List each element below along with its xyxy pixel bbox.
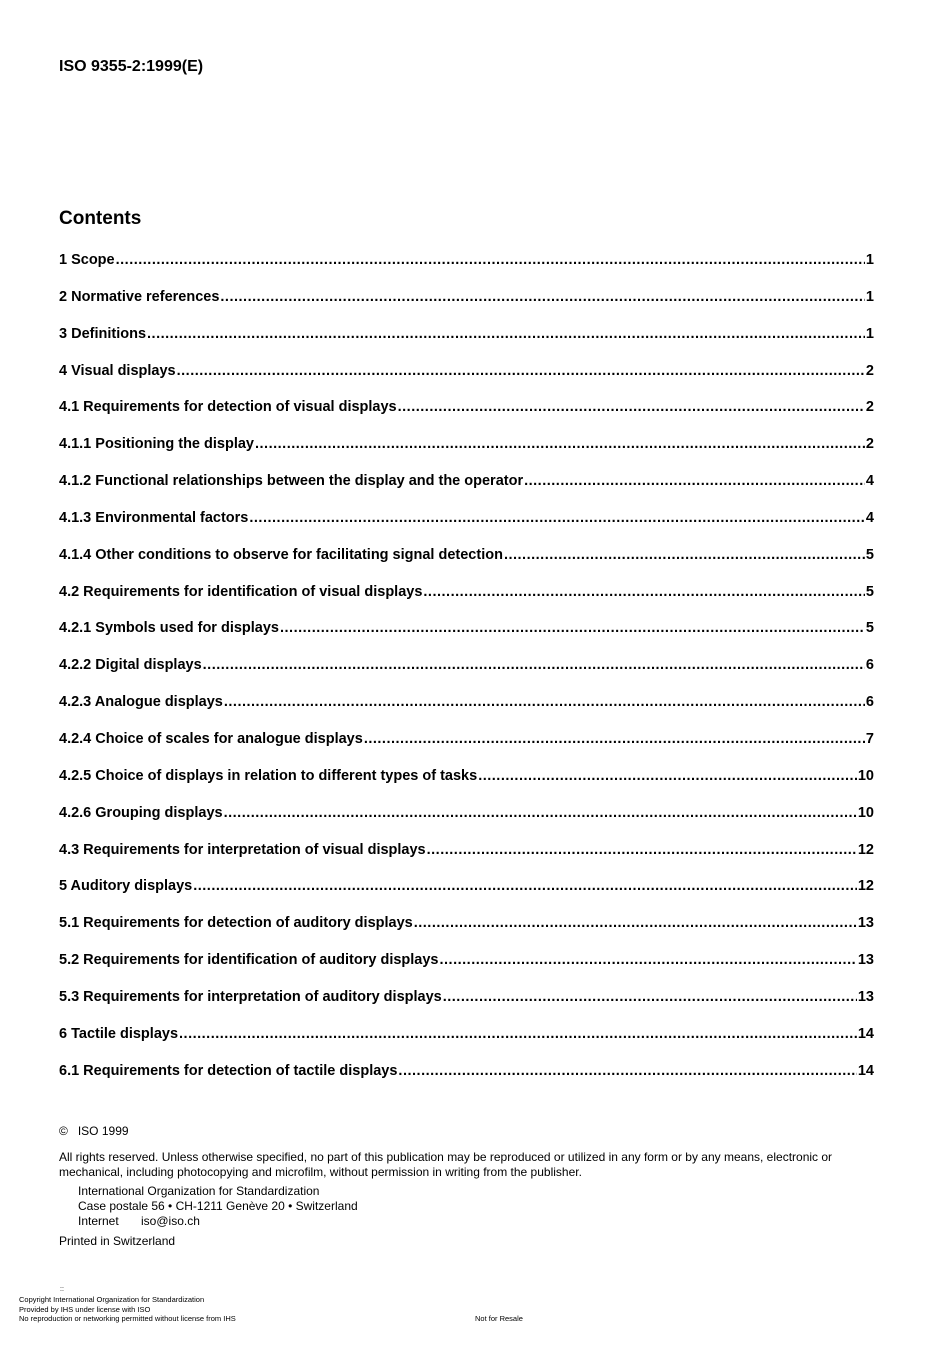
internet-line: [78, 1214, 874, 1229]
toc-entry-page: 5: [865, 546, 874, 563]
toc-entry-title: 4.2 Requirements for identification of visual displays: [59, 583, 423, 600]
toc-entry-title: 5.1 Requirements for detection of auditory displays: [59, 915, 413, 932]
toc-entry-title: 4 Visual displays: [59, 362, 176, 379]
toc-entry-title: 1 Scope: [59, 252, 115, 268]
toc-entry-page: 2: [865, 399, 874, 416]
toc-entry-page: 14: [857, 1025, 874, 1042]
toc-dot-leader: [364, 731, 865, 747]
toc-entry-title: 4.2.2 Digital displays: [59, 657, 202, 674]
toc-entry-page: 4: [865, 509, 874, 526]
toc-dot-leader: [220, 289, 865, 305]
toc-dot-leader: [179, 1026, 857, 1042]
toc-entry-title: 4.1.2 Functional relationships between the display and the operator: [59, 473, 524, 490]
toc-dot-leader: [249, 510, 865, 526]
toc-entry[interactable]: [59, 989, 874, 1026]
toc-entry[interactable]: [59, 252, 874, 289]
toc-dot-leader: [398, 1063, 856, 1079]
toc-entry[interactable]: [59, 289, 874, 326]
toc-entry-page: 12: [857, 878, 874, 895]
toc-entry-page: 4: [865, 473, 874, 490]
toc-entry-title: 4.2.6 Grouping displays: [59, 804, 223, 821]
toc-entry-page: 13: [857, 988, 874, 1005]
not-for-resale: Not for Resale: [475, 1314, 523, 1323]
toc-entry-title: 5.2 Requirements for identification of auditory displays: [59, 952, 439, 969]
toc-dot-leader: [116, 252, 865, 268]
toc-entry[interactable]: [59, 915, 874, 952]
toc-entry-page: 12: [857, 841, 874, 858]
toc-entry-page: 2: [865, 362, 874, 379]
toc-entry-title: 4.2.3 Analogue displays: [59, 694, 223, 711]
toc-entry[interactable]: [59, 436, 874, 473]
toc-entry[interactable]: [59, 731, 874, 768]
toc-dot-leader: [255, 436, 865, 452]
toc-dot-leader: [524, 473, 865, 489]
toc-entry[interactable]: [59, 657, 874, 694]
toc-entry-page: 13: [857, 915, 874, 932]
footer-provider-line: Provided by IHS under license with ISO: [19, 1304, 151, 1314]
toc-entry-title: 6 Tactile displays: [59, 1025, 179, 1042]
internet-label: Internet: [78, 1214, 119, 1228]
footer-copyright-line: Copyright International Organization for Standardization: [19, 1295, 205, 1304]
toc-entry[interactable]: [59, 510, 874, 547]
toc-entry[interactable]: [59, 399, 874, 436]
toc-dot-leader: [203, 657, 865, 673]
toc-entry-title: 4.3 Requirements for interpretation of visual displays: [59, 841, 426, 858]
copyright-line: [59, 1124, 874, 1139]
footer-license-line: No reproduction or networking permitted without license from IHS: [19, 1314, 236, 1323]
toc-entry[interactable]: [59, 1026, 874, 1063]
toc-entry[interactable]: [59, 473, 874, 510]
scan-mark: ::: [60, 1286, 64, 1293]
toc-entry-title: 4.2.1 Symbols used for displays: [59, 620, 279, 637]
toc-entry-page: 2: [865, 436, 874, 453]
toc-entry[interactable]: [59, 842, 874, 879]
table-of-contents: [59, 252, 874, 1099]
printed-location: Printed in Switzerland: [59, 1234, 176, 1248]
toc-dot-leader: [147, 326, 865, 342]
toc-dot-leader: [398, 399, 865, 415]
toc-entry-title: 4.1.4 Other conditions to observe for facilitating signal detection: [59, 546, 503, 563]
toc-entry-page: 14: [857, 1062, 874, 1079]
postal-address: Case postale 56 • CH-1211 Genève 20 • Switzerland: [78, 1199, 358, 1213]
toc-dot-leader: [443, 989, 857, 1005]
toc-entry-page: 13: [857, 952, 874, 969]
toc-dot-leader: [224, 805, 857, 821]
toc-dot-leader: [427, 842, 857, 858]
organization-address: [78, 1184, 874, 1229]
toc-entry[interactable]: [59, 620, 874, 657]
toc-entry-title: 4.1.1 Positioning the display: [59, 436, 254, 453]
toc-entry[interactable]: [59, 768, 874, 805]
toc-entry-page: 10: [857, 804, 874, 821]
copyright-year: ISO 1999: [77, 1124, 129, 1138]
toc-entry-page: 1: [865, 325, 874, 342]
toc-entry-page: 1: [865, 288, 874, 305]
toc-entry[interactable]: [59, 1063, 874, 1100]
toc-entry-title: 3 Definitions: [59, 325, 147, 342]
toc-entry-page: 5: [865, 620, 874, 637]
toc-entry[interactable]: [59, 363, 874, 400]
organization-name: International Organization for Standardization: [78, 1184, 320, 1198]
toc-entry[interactable]: [59, 584, 874, 621]
license-footer: [19, 1295, 236, 1324]
toc-entry-page: 6: [865, 694, 874, 711]
copyright-block: [59, 1124, 874, 1249]
toc-entry-title: 6.1 Requirements for detection of tactile displays: [59, 1062, 398, 1079]
toc-entry-title: 2 Normative references: [59, 288, 220, 305]
toc-entry[interactable]: [59, 326, 874, 363]
toc-dot-leader: [423, 584, 865, 600]
rights-statement: All rights reserved. Unless otherwise specified, no part of this publication may be reproduced or utilized in any form or by any means, electronic or mechanical, including photocopying and microfilm, without permission in writing from the publisher.: [59, 1150, 833, 1179]
toc-entry-title: 4.1 Requirements for detection of visual displays: [59, 399, 397, 416]
toc-entry-page: 5: [865, 583, 874, 600]
toc-entry-page: 10: [857, 767, 874, 784]
internet-email[interactable]: iso@iso.ch: [141, 1214, 200, 1228]
toc-entry-title: 4.2.4 Choice of scales for analogue displays: [59, 730, 363, 747]
toc-dot-leader: [280, 620, 865, 636]
toc-entry[interactable]: [59, 805, 874, 842]
toc-dot-leader: [504, 547, 865, 563]
toc-dot-leader: [193, 878, 857, 894]
toc-entry[interactable]: [59, 547, 874, 584]
toc-entry-title: 4.2.5 Choice of displays in relation to different types of tasks: [59, 767, 478, 784]
document-id-header: ISO 9355-2:1999(E): [59, 58, 204, 75]
toc-dot-leader: [177, 363, 865, 379]
toc-entry[interactable]: [59, 952, 874, 989]
toc-dot-leader: [414, 915, 857, 931]
toc-dot-leader: [224, 694, 865, 710]
toc-entry-page: 6: [865, 657, 874, 674]
copyright-symbol: ©: [59, 1124, 68, 1138]
toc-entry-page: 1: [865, 252, 874, 268]
toc-entry-page: 7: [865, 730, 874, 747]
toc-dot-leader: [478, 768, 857, 784]
toc-dot-leader: [440, 952, 857, 968]
toc-entry-title: 5.3 Requirements for interpretation of auditory displays: [59, 988, 442, 1005]
toc-entry[interactable]: [59, 878, 874, 915]
toc-entry-title: 4.1.3 Environmental factors: [59, 509, 249, 526]
contents-heading: Contents: [59, 208, 142, 229]
toc-entry-title: 5 Auditory displays: [59, 878, 193, 895]
toc-entry[interactable]: [59, 694, 874, 731]
